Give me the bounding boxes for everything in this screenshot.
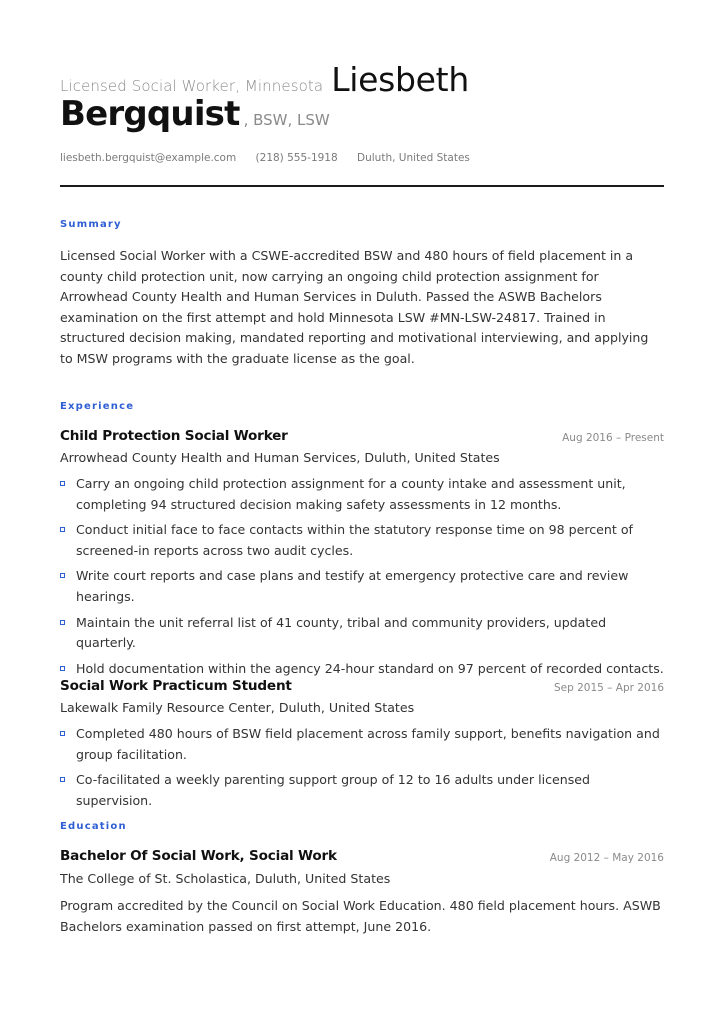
email[interactable]: liesbeth.bergquist@example.com (60, 152, 237, 164)
school: The College of St. Scholastica, Duluth, United States (60, 871, 391, 886)
education-dates: Aug 2012 – May 2016 (549, 852, 664, 864)
bullet-square-icon (60, 573, 65, 578)
header-line-2 (60, 94, 330, 134)
degree: Bachelor Of Social Work, Social Work (60, 848, 337, 864)
experience-heading: Experience (60, 401, 135, 412)
list-item: Conduct initial face to face contacts within the statutory response time on 98 percent of screened-in reports across two audit cycles. (60, 520, 664, 561)
bullet-square-icon (60, 620, 65, 625)
list-item: Co-facilitated a weekly parenting support group of 12 to 16 adults under licensed supervision. (60, 770, 664, 811)
last-name: Bergquist (60, 94, 240, 134)
location: Duluth, United States (357, 152, 470, 164)
list-item: Write court reports and case plans and testify at emergency protective care and review hearings. (60, 566, 664, 607)
first-name: Liesbeth (331, 60, 469, 99)
headline: Licensed Social Worker, Minnesota (60, 77, 324, 95)
education-description: Program accredited by the Council on Social Work Education. 480 field placement hours. ASWB Bachelors examination passed on first attempt, June 2016. (60, 898, 661, 934)
job-title: Child Protection Social Worker (60, 428, 288, 444)
summary-heading: Summary (60, 219, 122, 230)
list-item: Maintain the unit referral list of 41 county, tribal and community providers, updated quarterly. (60, 613, 664, 654)
job-dates: Sep 2015 – Apr 2016 (554, 682, 664, 694)
bullet-square-icon (60, 777, 65, 782)
job-organization: Arrowhead County Health and Human Services, Duluth, United States (60, 450, 500, 465)
list-item: Hold documentation within the agency 24-hour standard on 97 percent of recorded contacts. (60, 659, 664, 680)
credentials: , BSW, LSW (243, 111, 330, 129)
summary-text: Licensed Social Worker with a CSWE-accredited BSW and 480 hours of field placement in a county child protection unit, now carrying an ongoing child protection assignment for Arrowhead County Health and Human Services in Duluth. Passed the ASWB Bachelors examination on the first attempt and hold Minnesota LSW #MN-LSW-24817. Trained in structured decision making, mandated reporting and motivational interviewing, and applying to MSW programs with the graduate license as the goal. (60, 248, 649, 366)
bullet-square-icon (60, 731, 65, 736)
header-divider (60, 185, 664, 187)
job-dates: Aug 2016 – Present (562, 432, 664, 444)
contact-info (60, 152, 486, 164)
list-item: Carry an ongoing child protection assignment for a county intake and assessment unit, completing 94 structured decision making safety assessments in 12 months. (60, 474, 664, 515)
job-organization: Lakewalk Family Resource Center, Duluth, United States (60, 700, 415, 715)
bullet-square-icon (60, 527, 65, 532)
job-title: Social Work Practicum Student (60, 678, 292, 694)
education-heading: Education (60, 821, 127, 832)
bullet-square-icon (60, 481, 65, 486)
job-bullets (60, 474, 664, 684)
job-bullets (60, 724, 664, 816)
phone[interactable]: (218) 555-1918 (255, 152, 338, 164)
bullet-square-icon (60, 666, 65, 671)
list-item: Completed 480 hours of BSW field placement across family support, benefits navigation and group facilitation. (60, 724, 664, 765)
